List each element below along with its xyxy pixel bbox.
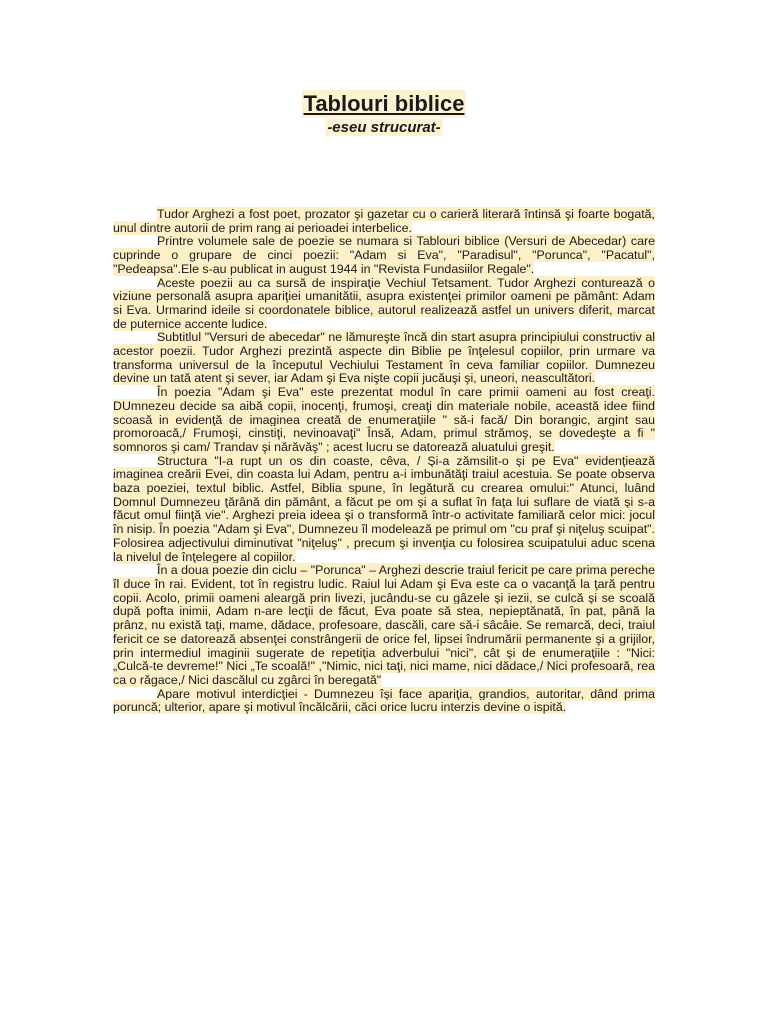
paragraph-text: Structura "I-a rupt un os din coaste, cêva, / Şi-a zămsilit-o şi pe Eva" evidenţiează imaginea creării Evei, din coasta lui Adam, pentru a-i imbunătăţi traiul acestuia. Se poate observa baza poeziei, textul biblic. Astfel, Biblia spune, în legătură cu crearea omului:" Atunci, luând Domnul Dumnezeu ţărână din pământ, a făcut pe om şi a suflat în faţa lui suflare de viată şi s-a făcut omul fiinţă vie". Arghezi preia ideea şi o transformă într-o activitate familiară celor mici: jocul în nisip. În poezia "Adam şi Eva", Dumnezeu îl modelează pe primul om "cu praf şi niţeluş scuipat". Folosirea adjectivului diminutivat "niţeluş" , precum şi invenţia cu folosirea scuipatului aduc scena la nivelul de înţelegere al copiilor. xyxy=(113,453,655,564)
paragraph-text: În a doua poezie din ciclu – "Porunca" – Arghezi descrie traiul fericit pe care prima pereche îl duce în rai. Evident, tot în registru ludic. Raiul lui Adam şi Eva este ca o vacanţă la ţară pentru copii. Acolo, primii oameni aleargă prin livezi, jucându-se cu gâzele şi iezii, se culcă şi se scoală după pofta inimii, Adam n-are lecţii de făcut, Eva poate să stea, nepieptănată, în pat, până la prânz, nu există taţi, mame, dădace, profesoare, dascăli, care să-i sâcâie. Se remarcă, deci, traiul fericit ce se datorează absenţei constrângerii de orice fel, lipsei îndrumării permanente şi a grijilor, prin intermediul imaginii sugerate de repetiţia adverbului "nici", cât şi de enumeraţiile : "Nici: „Culcă-te devreme!" Nici „Te scoală!" ,"Nimic, nici taţi, nici mame, nici dădace,/ Nici profesoară, rea ca o răgace,/ Nici dascălul cu zgârci în beregată" xyxy=(113,563,655,687)
paragraph-3 xyxy=(113,277,655,332)
paragraph-6 xyxy=(113,455,655,565)
paragraph-text: Tudor Arghezi a fost poet, prozator şi gazetar cu o carieră literară întinsă şi foarte bogată, unul dintre autorii de prim rang ai perioadei interbelice. xyxy=(113,207,655,235)
paragraph-7 xyxy=(113,564,655,687)
page-title: Tablouri biblice xyxy=(303,91,465,116)
essay-body xyxy=(113,208,655,715)
title-block xyxy=(0,90,768,138)
paragraph-1 xyxy=(113,208,655,235)
paragraph-text: Subtitlul "Versuri de abecedar" ne lămureşte încă din start asupra principiului constructiv al acestor poezii. Tudor Arghezi prezintă aspecte din Biblie pe înţelesul copiilor, prin urmare va transforma universul de la începutul Vechiului Testament în ceva familiar copiilor. Dumnezeu devine un tată atent şi sever, iar Adam şi Eva nişte copii jucăuşi şi, uneori, neascultători. xyxy=(113,330,655,386)
paragraph-text: Aceste poezii au ca sursă de inspiraţie Vechiul Tetsament. Tudor Arghezi conturează o viziune personală asupra apariţiei umanitătii, asupra existenţei primilor oameni pe pământ: Adam si Eva. Urmarind ideile si coordonatele biblice, autorul realizează astfel un univers diferit, marcat de puternice accente ludice. xyxy=(113,275,655,331)
paragraph-text: Apare motivul interdicţiei - Dumnezeu îşi face apariţia, grandios, autoritar, dând prima poruncă; ulterior, apare şi motivul încălcării, căci orice lucru interzis devine o ispită. xyxy=(113,686,655,715)
paragraph-2 xyxy=(113,235,655,276)
page-subtitle xyxy=(0,118,768,138)
paragraph-text: Printre volumele sale de poezie se numara si Tablouri biblice (Versuri de Abecedar) care cuprinde o grupare de cinci poezii: "Adam si Eva", "Paradisul", "Porunca", "Pacatul", "Pedeapsa".Ele s-au publicat in august 1944 in "Revista Fundasiilor Regale". xyxy=(113,234,655,276)
subtitle-text: -eseu strucurat- xyxy=(327,119,441,136)
paragraph-text: În poezia "Adam şi Eva" este prezentat modul în care primii oameni au fost creaţi. DUmnezeu decide sa aibă copii, inocenţi, frumoşi, creaţi din materiale nobile, această idee fiind scoasă in evidenţă de imaginea creată de enumeraţiile " să-i facă/ Din borangic, argint sau promoroacă,/ Frumoşi, cinstiţi, nevinoavaţi" Însă, Adam, primul strămoş, se dovedeşte a fi " somnoros şi cam/ Trandav şi nărăvăş" ; acest lucru se datorează aluatului greşit. xyxy=(113,385,655,454)
paragraph-8 xyxy=(113,688,655,715)
paragraph-4 xyxy=(113,331,655,386)
paragraph-5 xyxy=(113,386,655,455)
